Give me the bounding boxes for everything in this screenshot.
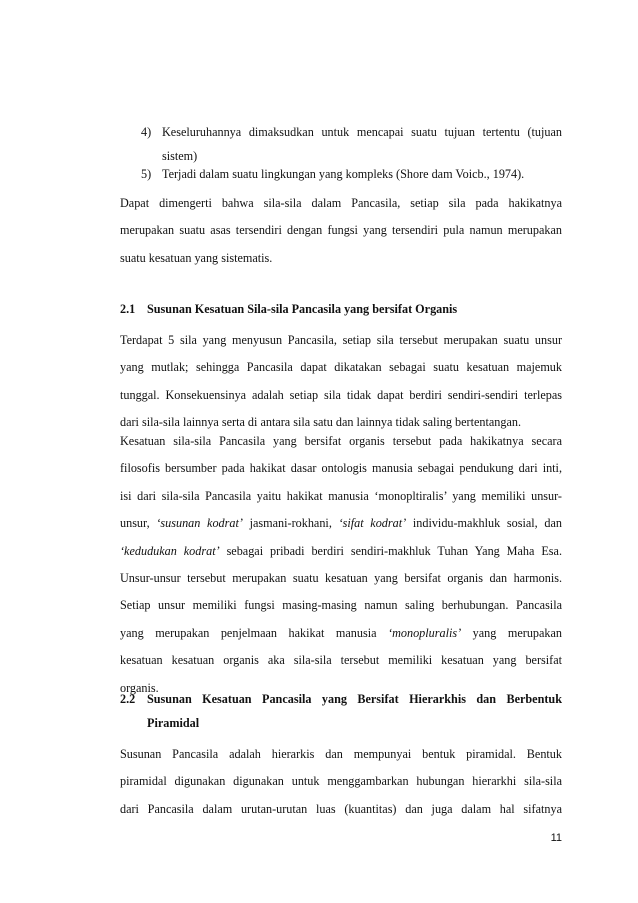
list-number: 5) <box>141 167 152 181</box>
paragraph-line: Dapat dimengerti bahwa sila-sila dalam Pancasila, setiap sila pada hakikatnya <box>120 196 562 210</box>
paragraph-line: tunggal. Konsekuensinya adalah setiap sila tidak dapat berdiri sendiri-sendiri terlepas <box>120 387 562 402</box>
section-number: 2.1 <box>120 302 136 316</box>
paragraph-line: filosofis bersumber pada hakikat dasar ontologis manusia sebagai pendukung dari inti, <box>120 461 562 476</box>
paragraph-line <box>120 620 562 647</box>
paragraph-line: dari Pancasila dalam urutan-urutan luas (kuantitas) dan juga dalam hal sifatnya <box>120 801 562 816</box>
section-2-1-paragraph-1 <box>120 327 562 437</box>
paragraph-line: organis. <box>120 680 159 695</box>
paragraph-line: suatu kesatuan yang sistematis. <box>120 250 273 265</box>
paragraph-line: Kesatuan sila-sila Pancasila yang bersifat organis tersebut pada hakikatnya secara <box>120 434 562 448</box>
paragraph-line: Susunan Pancasila adalah hierarkis dan mempunyai bentuk piramidal. Bentuk <box>120 747 562 761</box>
page-number: 11 <box>550 832 562 844</box>
text-run: jasmani-rokhani, <box>249 516 332 531</box>
section-number: 2.2 <box>120 692 136 706</box>
list-text-continued: sistem) <box>162 149 198 163</box>
text-run: individu-makhluk sosial, dan <box>412 516 562 531</box>
italic-term: ‘susunan kodrat’ <box>156 516 243 531</box>
text-run: yang merupakan penjelmaan hakikat manusia <box>120 625 377 640</box>
italic-term: ‘kedudukan kodrat’ <box>120 543 220 558</box>
section-title: Susunan Kesatuan Sila-sila Pancasila yang bersifat Organis <box>147 302 458 316</box>
section-title-line: Susunan Kesatuan Pancasila yang Bersifat Hierarkhis dan Berbentuk <box>147 692 562 706</box>
intro-paragraph <box>120 190 562 272</box>
section-title-line: Piramidal <box>147 716 200 730</box>
paragraph-line <box>120 510 562 537</box>
list-number: 4) <box>141 125 152 139</box>
paragraph-line: Setiap unsur memiliki fungsi masing-masing namun saling berhubungan. Pancasila <box>120 598 562 613</box>
italic-term: ‘sifat kodrat’ <box>338 516 407 531</box>
paragraph-line: merupakan suatu asas tersendiri dengan fungsi yang tersendiri pula namun merupakan <box>120 223 562 238</box>
text-run: sebagai pribadi berdiri sendiri-makhluk Tuhan Yang Maha Esa. <box>226 543 562 558</box>
paragraph-line: dari sila-sila lainnya serta di antara sila satu dan lainnya tidak saling bertentangan. <box>120 415 522 430</box>
list-text: Terjadi dalam suatu lingkungan yang kompleks (Shore dam Voicb., 1974). <box>162 167 525 181</box>
text-run: unsur, <box>120 516 150 531</box>
list-text: Keseluruhannya dimaksudkan untuk mencapai suatu tujuan tertentu (tujuan <box>162 125 562 139</box>
paragraph-line <box>120 538 562 565</box>
paragraph-line: isi dari sila-sila Pancasila yaitu hakikat manusia ‘monopltiralis’ yang memiliki unsur- <box>120 488 562 503</box>
italic-term: ‘monopluralis’ <box>388 625 462 640</box>
text-run: yang merupakan <box>472 625 563 640</box>
paragraph-line: yang mutlak; sehingga Pancasila dapat dikatakan sebagai suatu kesatuan majemuk <box>120 360 562 375</box>
section-2-2-paragraph-1 <box>120 741 562 823</box>
paragraph-line: kesatuan kesatuan organis aka sila-sila tersebut memiliki kesatuan yang bersifat <box>120 653 562 668</box>
paragraph-line: Terdapat 5 sila yang menyusun Pancasila, setiap sila tersebut merupakan suatu unsur <box>120 333 562 347</box>
paragraph-line: piramidal digunakan digunakan untuk menggambarkan hubungan hierarkhi sila-sila <box>120 774 562 789</box>
section-2-1-paragraph-2 <box>120 428 562 702</box>
paragraph-line: Unsur-unsur tersebut merupakan suatu kesatuan yang bersifat organis dan harmonis. <box>120 570 562 585</box>
